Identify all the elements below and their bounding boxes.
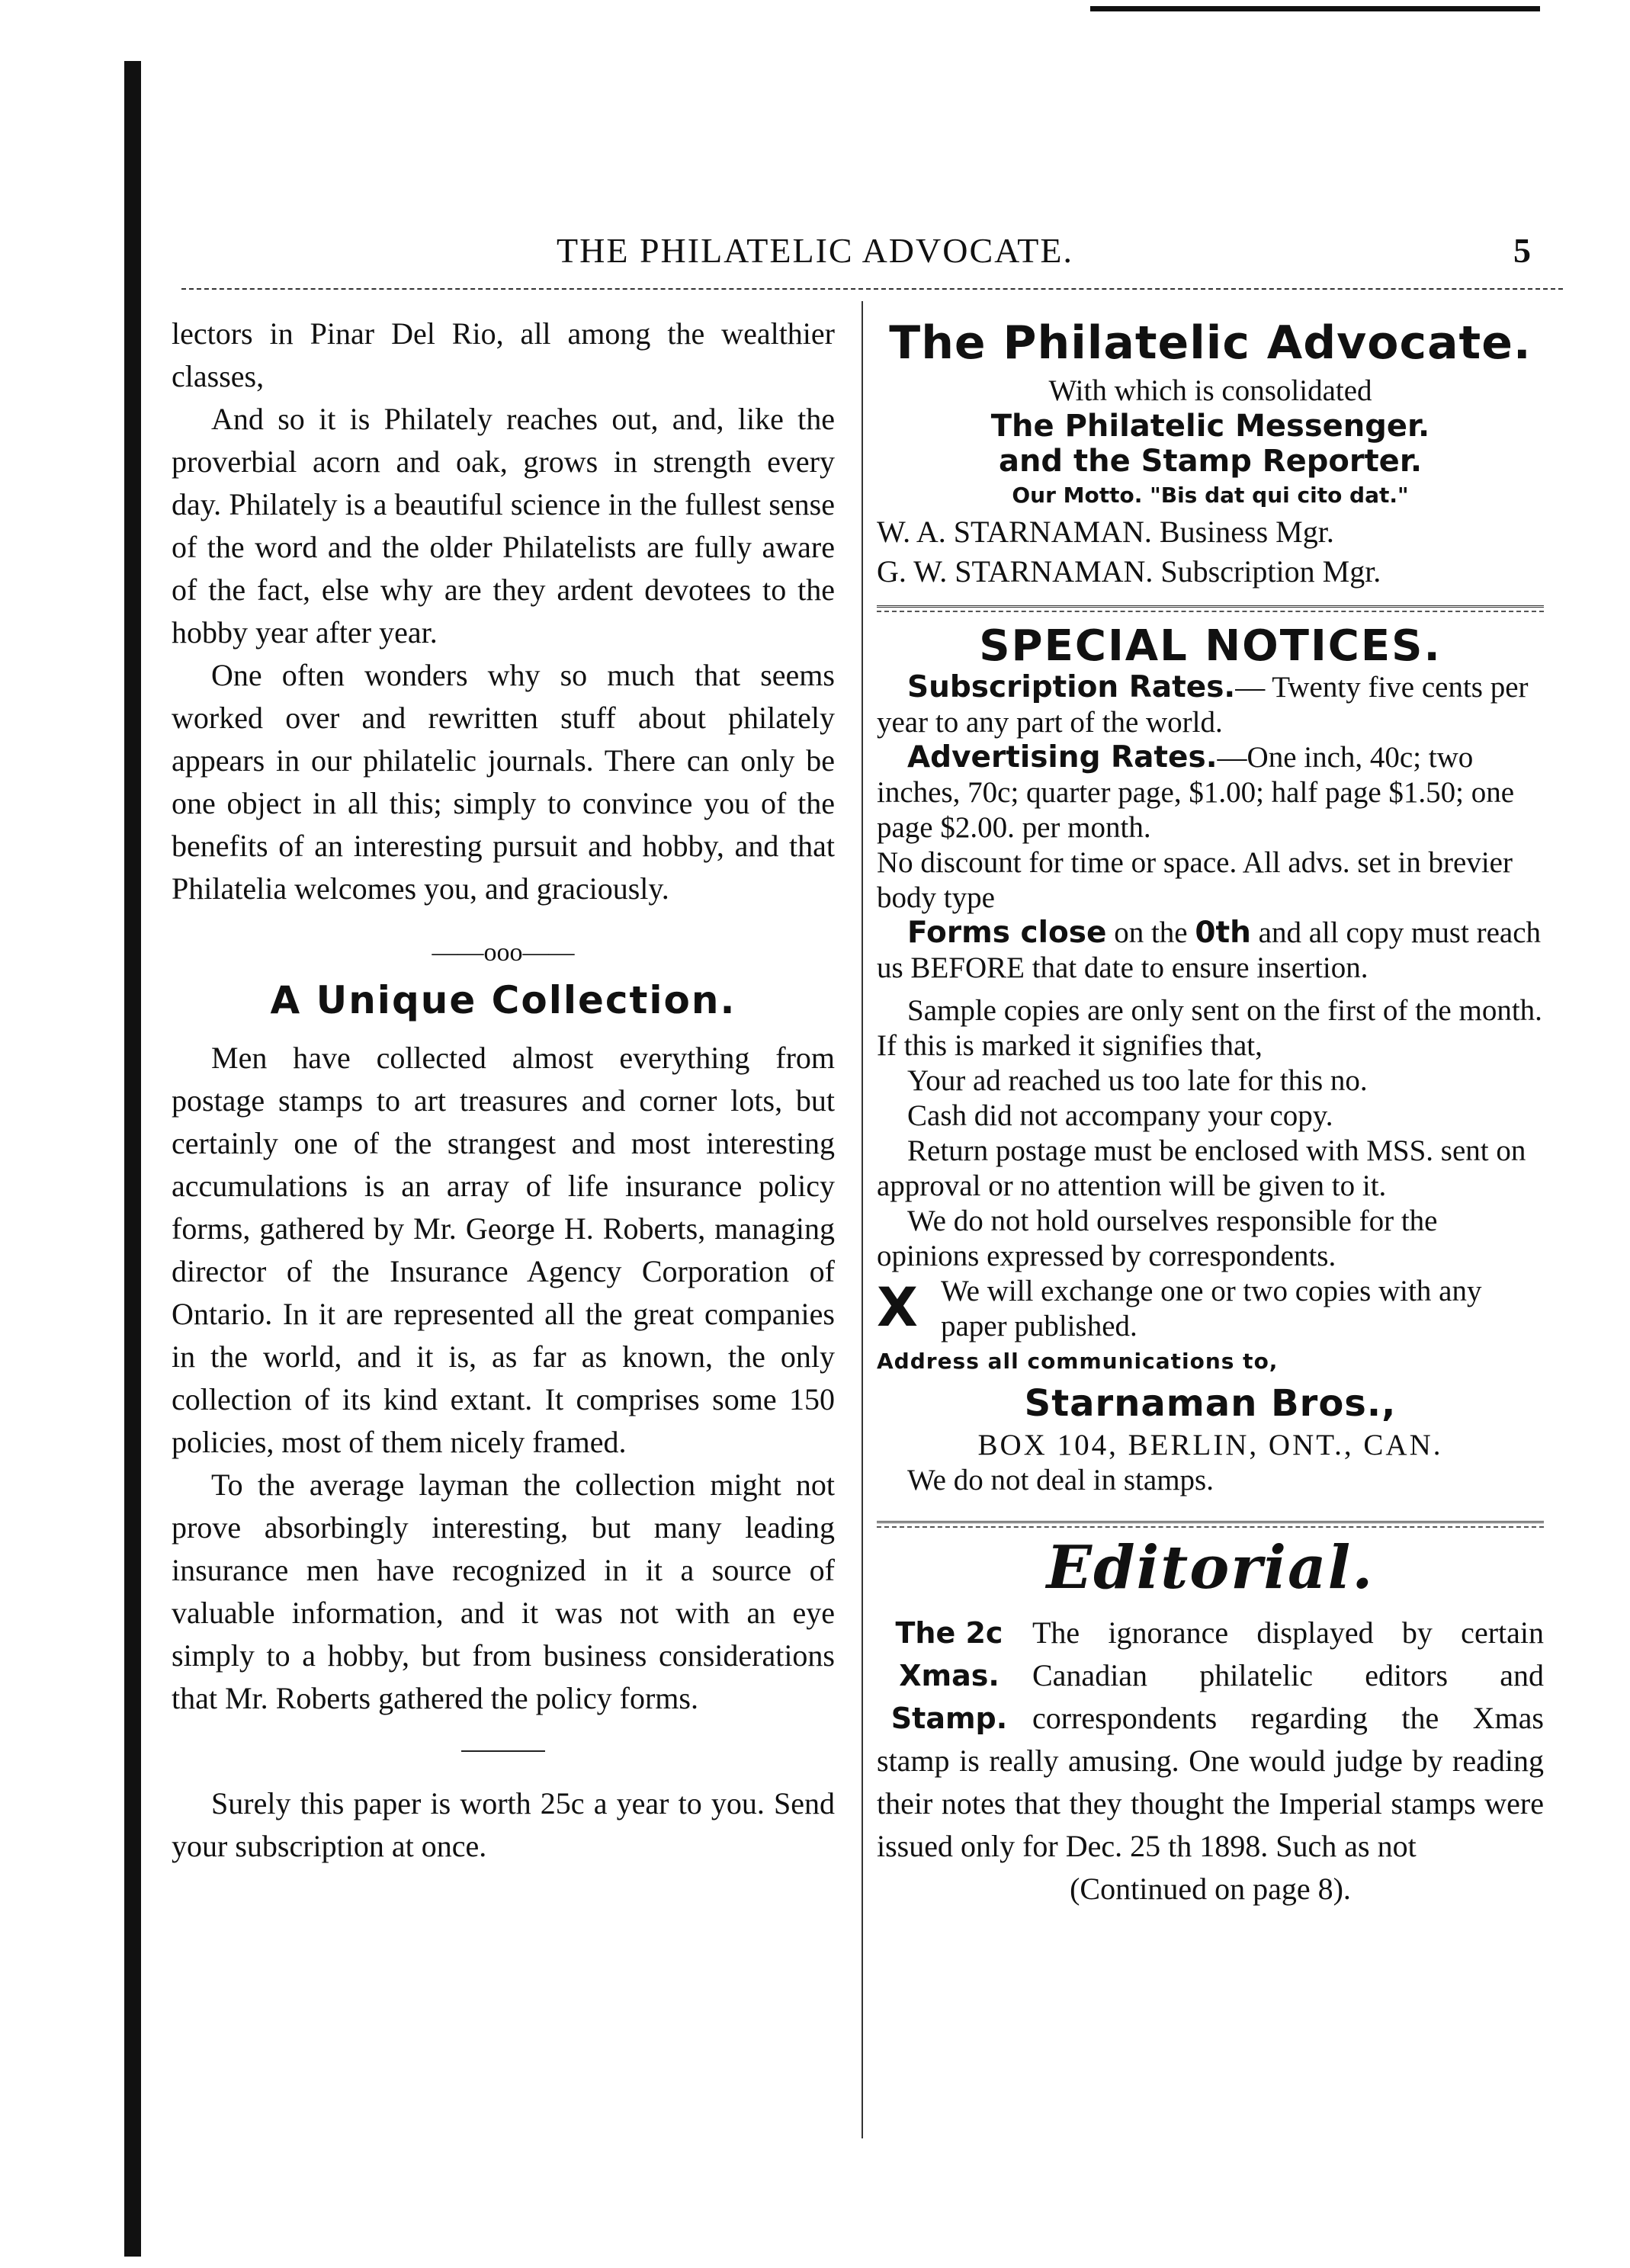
sidehead-line: Stamp.: [890, 1702, 1008, 1735]
paragraph: lectors in Pinar Del Rio, all among the wealthier classes,: [172, 316, 835, 393]
paragraph: One often wonders why so much that seems worked over and rewritten stuff about philately appears in our philatelic journals. There can only be one object in all this; simply to convince you of the benefits of an interesting pursuit and hobby, and that Philatelia welcomes you, and graciously.: [172, 658, 835, 906]
motto-line: Our Motto. "Bis dat qui cito dat.": [1012, 483, 1409, 508]
forms-close-day: 0th: [1195, 916, 1251, 950]
no-stamp-dealing-note: We do not deal in stamps.: [907, 1464, 1214, 1496]
advertising-rates-text: —One inch, 40c; two inches, 70c; quarter page, $1.00; half page $1.50; one page $2.00. per month.: [877, 741, 1515, 844]
sidehead-line: The 2c: [895, 1616, 1003, 1650]
late-ad-note: Your ad reached us too late for this no.: [907, 1064, 1368, 1097]
subscription-rates: [877, 670, 1544, 740]
forms-close-text-a: on the: [1106, 916, 1195, 949]
short-rule: [461, 1750, 545, 1752]
right-column: [877, 313, 1544, 1910]
double-rule: [877, 1521, 1544, 1528]
double-rule: [877, 605, 1544, 612]
marked-note: If this is marked it signifies that,: [877, 1029, 1263, 1062]
closing-appeal: Surely this paper is worth 25c a year to you. Send your subscription at once.: [172, 1786, 835, 1863]
header-rule: [181, 288, 1563, 290]
no-discount-note: No discount for time or space. All advs. set in brevier body type: [877, 846, 1513, 914]
editorial-heading: Editorial.: [1046, 1533, 1375, 1602]
special-notices-heading: SPECIAL NOTICES.: [979, 621, 1442, 671]
paragraph: And so it is Philately reaches out, and, like the proverbial acorn and oak, grows in strength every day. Philately is a beautiful science in the fullest sense of the word and the older Philatelists are fully aware of the fact, else why are they ardent devotees to the hobby year after year.: [172, 402, 835, 650]
article-title: A Unique Collection.: [270, 978, 736, 1022]
cash-note: Cash did not accompany your copy.: [907, 1099, 1333, 1132]
exchange-block: [877, 1274, 1544, 1344]
editorial-text: The ignorance displayed by certain Canadian philatelic editors and correspondents regarding the Xmas stamp is really amusing. One would judge by reading their notes that they thought the Imperial stamps were issued only for Dec. 25 th 1898. Such as not: [877, 1615, 1544, 1863]
company-name: Starnaman Bros.,: [1024, 1382, 1397, 1425]
paragraph: To the average layman the collection might not prove absorbingly interesting, but many leading insurance men have recognized in it a source of valuable information, and it was not with an eye simply to a hobby, but from business considerations that Mr. Roberts gathered the policy forms.: [172, 1468, 835, 1715]
subscription-manager: G. W. STARNAMAN. Subscription Mgr.: [877, 554, 1381, 589]
address-label: Address all communications to,: [877, 1349, 1279, 1374]
business-manager: W. A. STARNAMAN. Business Mgr.: [877, 515, 1334, 549]
company-address: BOX 104, BERLIN, ONT., CAN.: [977, 1429, 1443, 1461]
editorial-body: [877, 1612, 1544, 1910]
forms-close-label: Forms close: [907, 916, 1107, 950]
sidehead-line: Xmas.: [899, 1659, 999, 1692]
left-column: [172, 313, 835, 1868]
subscription-rates-text: — Twenty five cents per year to any part of the world.: [877, 671, 1529, 739]
return-postage-note: Return postage must be enclosed with MSS. sent on approval or no attention will be given to it.: [877, 1134, 1526, 1202]
section-separator: ——ooo——: [432, 938, 575, 967]
messenger-line: The Philatelic Messenger.: [990, 409, 1430, 444]
x-mark: X: [877, 1276, 918, 1339]
forms-close-text-b: and all copy must reach us BEFORE that date to ensure insertion.: [877, 916, 1542, 984]
reporter-line: and the Stamp Reporter.: [998, 444, 1423, 479]
responsibility-note: We do not hold ourselves responsible for the opinions expressed by correspondents.: [877, 1205, 1438, 1272]
column-divider: [862, 301, 863, 2138]
editorial-sidehead: [877, 1612, 1022, 1740]
continued-note: (Continued on page 8).: [1070, 1872, 1351, 1906]
exchange-note: We will exchange one or two copies with any paper published.: [940, 1275, 1482, 1343]
page-binding-edge: [124, 61, 141, 2257]
sample-copies-note: Sample copies are only sent on the first of the month.: [907, 994, 1542, 1027]
masthead-title: The Philatelic Advocate.: [889, 316, 1532, 370]
running-header-title: THE PHILATELIC ADVOCATE.: [557, 231, 1073, 270]
advertising-rates-label: Advertising Rates.: [907, 740, 1218, 775]
consolidated-line: With which is consolidated: [1048, 374, 1372, 407]
advertising-rates: [877, 740, 1544, 845]
forms-close-note: [877, 916, 1544, 986]
subscription-rates-label: Subscription Rates.: [907, 670, 1236, 704]
paragraph: Men have collected almost everything from postage stamps to art treasures and corner lots, but certainly one of the strangest and most interesting accumulations is an array of life insurance policy forms, gathered by Mr. George H. Roberts, managing director of the Insurance Agency Corporation of Ontario. In it are represented all the great companies in the world, and it is, as far as known, the only collection of its kind extant. It comprises some 150 policies, most of them nicely framed.: [172, 1041, 835, 1459]
top-rule: [1090, 6, 1540, 11]
page-number: 5: [1513, 231, 1531, 270]
